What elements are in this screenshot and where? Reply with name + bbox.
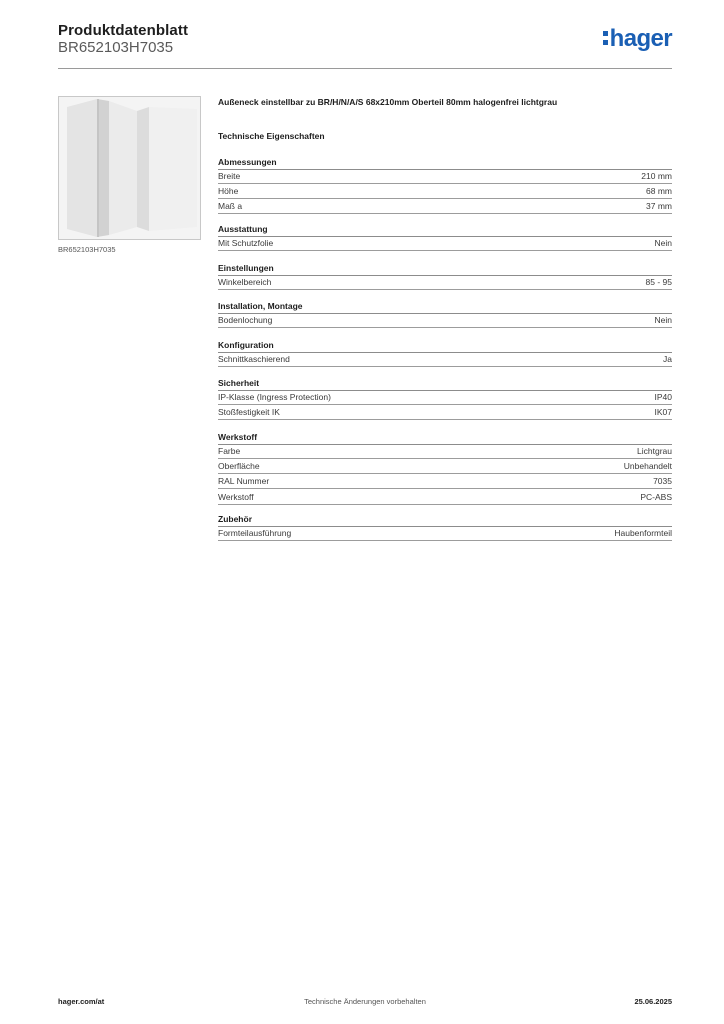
cable-corner-illustration bbox=[59, 97, 200, 239]
section-title: Installation, Montage bbox=[218, 301, 303, 311]
image-caption: BR652103H7035 bbox=[58, 245, 116, 254]
spec-value: 37 mm bbox=[646, 201, 672, 212]
section-title: Konfiguration bbox=[218, 340, 274, 350]
spec-row bbox=[218, 445, 672, 459]
row-divider bbox=[218, 327, 672, 328]
spec-value: 210 mm bbox=[641, 171, 672, 181]
spec-row bbox=[218, 353, 672, 367]
spec-row bbox=[218, 170, 672, 184]
product-image bbox=[58, 96, 201, 240]
row-divider bbox=[218, 473, 672, 474]
footer-date: 25.06.2025 bbox=[634, 997, 672, 1006]
spec-value: Haubenformteil bbox=[614, 528, 672, 538]
spec-key: Werkstoff bbox=[218, 491, 254, 502]
row-divider bbox=[218, 419, 672, 420]
section-title: Ausstattung bbox=[218, 224, 268, 234]
spec-row bbox=[218, 237, 672, 251]
spec-key: Oberfläche bbox=[218, 461, 260, 472]
spec-key: Formteilausführung bbox=[218, 528, 292, 538]
section-title: Zubehör bbox=[218, 514, 252, 524]
spec-key: Schnittkaschierend bbox=[218, 354, 290, 364]
spec-value: IK07 bbox=[654, 407, 672, 418]
product-description: Außeneck einstellbar zu BR/H/N/A/S 68x210mm Oberteil 80mm halogenfrei lichtgrau bbox=[218, 97, 558, 107]
spec-value: Unbehandelt bbox=[623, 461, 672, 472]
spec-row bbox=[218, 391, 672, 405]
spec-row bbox=[218, 527, 672, 541]
spec-row bbox=[218, 475, 672, 489]
row-divider bbox=[218, 183, 672, 184]
section-title: Einstellungen bbox=[218, 263, 274, 273]
document-title: Produktdatenblatt bbox=[58, 22, 189, 39]
spec-key: Farbe bbox=[218, 446, 241, 456]
spec-value: PC-ABS bbox=[640, 491, 672, 502]
header-divider bbox=[58, 68, 672, 69]
row-divider bbox=[218, 458, 672, 459]
page-header bbox=[58, 22, 672, 68]
spec-value: IP40 bbox=[654, 392, 672, 402]
row-divider bbox=[218, 504, 672, 505]
spec-row bbox=[218, 406, 672, 420]
spec-row bbox=[218, 460, 672, 474]
spec-row bbox=[218, 491, 672, 505]
row-divider bbox=[218, 488, 672, 489]
spec-value: Ja bbox=[663, 354, 672, 364]
row-divider bbox=[218, 404, 672, 405]
page-footer bbox=[58, 997, 672, 1011]
row-divider bbox=[218, 366, 672, 367]
row-divider bbox=[218, 289, 672, 290]
technical-properties-title: Technische Eigenschaften bbox=[218, 131, 325, 141]
spec-row bbox=[218, 200, 672, 214]
article-number: BR652103H7035 bbox=[58, 39, 174, 56]
spec-row bbox=[218, 185, 672, 199]
spec-value: 7035 bbox=[653, 476, 672, 487]
logo-colon-icon bbox=[603, 30, 608, 47]
spec-key: RAL Nummer bbox=[218, 476, 270, 487]
row-divider bbox=[218, 198, 672, 199]
spec-value: Lichtgrau bbox=[637, 446, 672, 456]
spec-row bbox=[218, 276, 672, 290]
spec-key: Bodenlochung bbox=[218, 315, 273, 325]
spec-key: Maß a bbox=[218, 201, 243, 212]
footer-note: Technische Änderungen vorbehalten bbox=[304, 997, 426, 1006]
spec-key: Breite bbox=[218, 171, 241, 181]
spec-value: Nein bbox=[654, 315, 672, 325]
row-divider bbox=[218, 213, 672, 214]
spec-key: Höhe bbox=[218, 186, 239, 197]
hager-logo bbox=[603, 25, 672, 53]
spec-key: IP-Klasse (Ingress Protection) bbox=[218, 392, 331, 402]
footer-website: hager.com/at bbox=[58, 997, 105, 1006]
spec-key: Mit Schutzfolie bbox=[218, 238, 274, 248]
row-divider bbox=[218, 540, 672, 541]
section-title: Sicherheit bbox=[218, 378, 260, 388]
spec-row bbox=[218, 314, 672, 328]
spec-value: Nein bbox=[654, 238, 672, 248]
logo-text: hager bbox=[609, 25, 672, 52]
section-title: Werkstoff bbox=[218, 432, 258, 442]
spec-value: 85 - 95 bbox=[645, 277, 672, 287]
section-title: Abmessungen bbox=[218, 157, 277, 167]
spec-key: Stoßfestigkeit IK bbox=[218, 407, 280, 418]
spec-value: 68 mm bbox=[646, 186, 672, 197]
row-divider bbox=[218, 250, 672, 251]
spec-key: Winkelbereich bbox=[218, 277, 272, 287]
